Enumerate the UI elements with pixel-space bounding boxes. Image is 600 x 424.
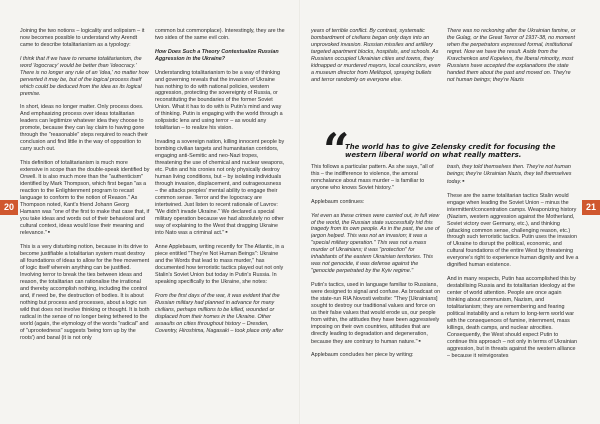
page-number-right: 21 <box>582 200 600 215</box>
block-quote: Yet even as these crimes were carried out, in full view of the world, the Russian state successfully hid this tragedy from its own people. As in the past, the use of jargon helped. This was not an invasion; it was a "special military operation." This was not a mass murder of Ukrainians; it was "protection" for inhabitants of the eastern Ukrainian territories. This was not genocide, it was defense against the "genocide perpetrated by the Kyiv regime." <box>311 212 440 275</box>
pull-quote-text: The world has to give Zelensky credit for focusing the western liberal world on what really matters. <box>345 143 556 160</box>
paragraph: Applebaum concludes her piece by writing: <box>311 352 414 359</box>
paragraph: Invading a sovereign nation, killing innocent people by bombing civilian targets and humanitarian corridors, engaging anti-Semitic and neo-Nazi tropes, threatening the use of chemical and nuclear weapons, etc. Putin and his cronies not only physically destroy human living conditions, but – by isolating individuals through invasion, displacement, and outrageousness – the attacks peoples' mental ability to engage their common sense. Terror and the logocracy are intertwined. Just listen to recent rationale of Lavrov: "We didn't invade Ukraine." We declared a special military operation because we had absolutely no other way of explaining to the West that dragging Ukraine into Nato was a criminal act." ■ <box>155 139 285 237</box>
right-page-column-1-bottom <box>311 164 441 422</box>
paragraph: common but commonplace). Interestingly, they are the two sides of the same evil coin. <box>155 28 285 41</box>
block-quote: From the first days of the war, it was evident that the Russian military had planned in advance for many civilians, perhaps millions to be killed, wounded or displaced from their homes in the Ukraine. Other assaults on cities throughout history – Dresden, Coventry, Hiroshima, Nagasaki – took place only after <box>155 292 284 334</box>
page-number-left: 20 <box>0 200 18 215</box>
block-quote: There was no reckoning after the Ukrainian famine, or the Gulag, or the Great Terror of 1937-38, no moment when the perpetrators expressed formal, institutional regret. Now we have the result. Aside from the Kravchenkos and Kopelevs, the liberal minority, most Russians have accepted the explanations the state handed them about the past and moved on. They're not human beings; they're Nazis <box>447 28 576 83</box>
right-page-column-2-bottom <box>447 164 579 422</box>
paragraph: Understanding totalitarianism to be a way of thinking and governing reveals that the invasion of Ukraine has nothing to do with national policies, western aggression, protecting the sovereignty of Russia, or reconstituting the boundaries of the former Soviet Union. What it has to do with is Putin's mind and way of thinking. Putin is engaging with the world through a solipsistic lens and using terror – as would any totalitarian – to realize his vision. <box>155 69 283 132</box>
paragraph: This is a very disturbing notion, because in its drive to become justifiable a totalitarian system must destroy all foundations of ideas to allow for the free movement of logic itself wherein anything can be justified. Involving terror to break the ties between ideas and reason, the totalitarian can rationalise the irrational and thereby accomplish nothing, including the control and, if need be, the destruction of bodies. It is about nothing but process and processes, about a logic run wild that does not involve thinking or thought. It is both radical in the sense of no longer being tethered to the world (again, the etymology of the words "radical" and of "uprootedness" suggests 'being torn up by the roots') and banal (it is not only <box>20 244 150 341</box>
left-page-column-1 <box>20 28 150 424</box>
left-page-column-2 <box>155 28 285 424</box>
paragraph: This definition of totalitarianism is much more extensive in scope than the double-speak identified by Orwell. It is also much more than the "authenticism" identified by Mark Thompson, which first began "as a reaction to the Enlightenment program to recast language to conform to the notion of Reason." As Thompson noted, Kant's friend Johann Georg Hamann was "one of the first to make that case that, if you take ideas and words out of their behavioral and cultural context, ideas would lose their meaning and relevance." ■ <box>20 160 150 237</box>
right-page-column-1-top <box>311 28 441 137</box>
paragraph: This follows a particular pattern. As she says, "all of this – the indifference to violence, the amoral nonchalance about mass murder – is familiar to anyone who knows Soviet history." <box>311 164 434 191</box>
block-quote: trash, they told themselves then. They're not human beings; they're Ukrainian Nazis, they tell themselves today. ■ <box>447 164 579 186</box>
right-page-column-2-top <box>447 28 579 137</box>
paragraph: Anne Applebaum, writing recently for The Atlantic, in a piece entitled "They're Not Human Beings": Ukraine and the Words that lead to mass murder," has documented how terroristic tactics played out not only Stalin's Soviet Union but today in Putin's Russia. In speaking specifically to the Ukraine, she notes: <box>155 244 285 286</box>
block-quote: years of terrible conflict. By contrast, systematic bombardment of civilians began only days into an unprovoked invasion. Russian missiles and artillery targeted apartment blocks, hospitals, and schools. As Russians occupied Ukrainian cities and towns, they kidnapped or murdered mayors, local councilors, even a museum director from Melitopol, spraying bullets and terror randomly on everyone else. <box>311 28 441 83</box>
block-quote: I think that if we have to rename totalitarianism, the word 'logocracy' would be better than 'ideocracy.' There is no longer any rule of an 'idea,' no matter how perverted it may be, but of the logical process itself which could be deduced from the idea as its logical premise. <box>20 55 149 97</box>
paragraph: Putin's tactics, used in language familiar to Russians, were designed to signal and confuse. As broadcast on the state-run RIA Novosti website: "They [Ukrainians] sought to destroy our traditional values and force on us their false values that would erode us, our people from within, the attitudes they have been aggressively imposing on their own countries, attitudes that are directly leading to degradation and degeneration, because they are contrary to human nature." ■ <box>311 282 441 346</box>
paragraph: Joining the two notions – logicality and solipsism – it now becomes possible to understand why Arendt came to describe totalitarianism as a typology: <box>20 28 145 48</box>
paragraph: Applebaum continues: <box>311 198 365 205</box>
quote-mark-icon: “ <box>323 123 350 177</box>
section-heading: How Does Such a Theory Contextualize Russian Aggression in the Ukraine? <box>155 48 279 62</box>
paragraph: These are the same totalitarian tactics Stalin would engage when leading the Soviet Union – minus the intermittent/concentration camps. Weaponizing history (Nazism, western aggression against the Motherland, Soviet victory over Germany, etc.), and thinking (attacking common sense, challenging reason, etc.) through such terroristic tactics. Putin uses the invasion of Ukraine to disrupt the political, economic, and cultural foundations of the entire West by threatening everyone's right to experience human dignity and live a dignified human existence. <box>447 192 579 269</box>
page-gutter <box>299 0 301 424</box>
paragraph: In short, ideas no longer matter. Only process does. And emphasizing process over ideas totalitarian leaders can legitimize whatever idea they choose to promote, because they can lay claim to having gone through the "reasonable" steps required to reach their conclusion and find little in the way of opposition to carry such out. <box>20 104 148 153</box>
paragraph: And in many respects, Putin has accomplished this by destabilising Russia and its totalitarian ideology at the center of world attention. People are once again thinking about communism, Nazism, and totalitarianism; they are remembering and fearing political instability and a return to long-term world war with the consequences of famine, internment, mass killings, death camps, and nuclear atrocities. Consequently, the West should expect Putin to continue this approach – not only in terms of Ukrainian aggression, but in threats against the western alliance – because it reinvigorates <box>447 276 578 359</box>
